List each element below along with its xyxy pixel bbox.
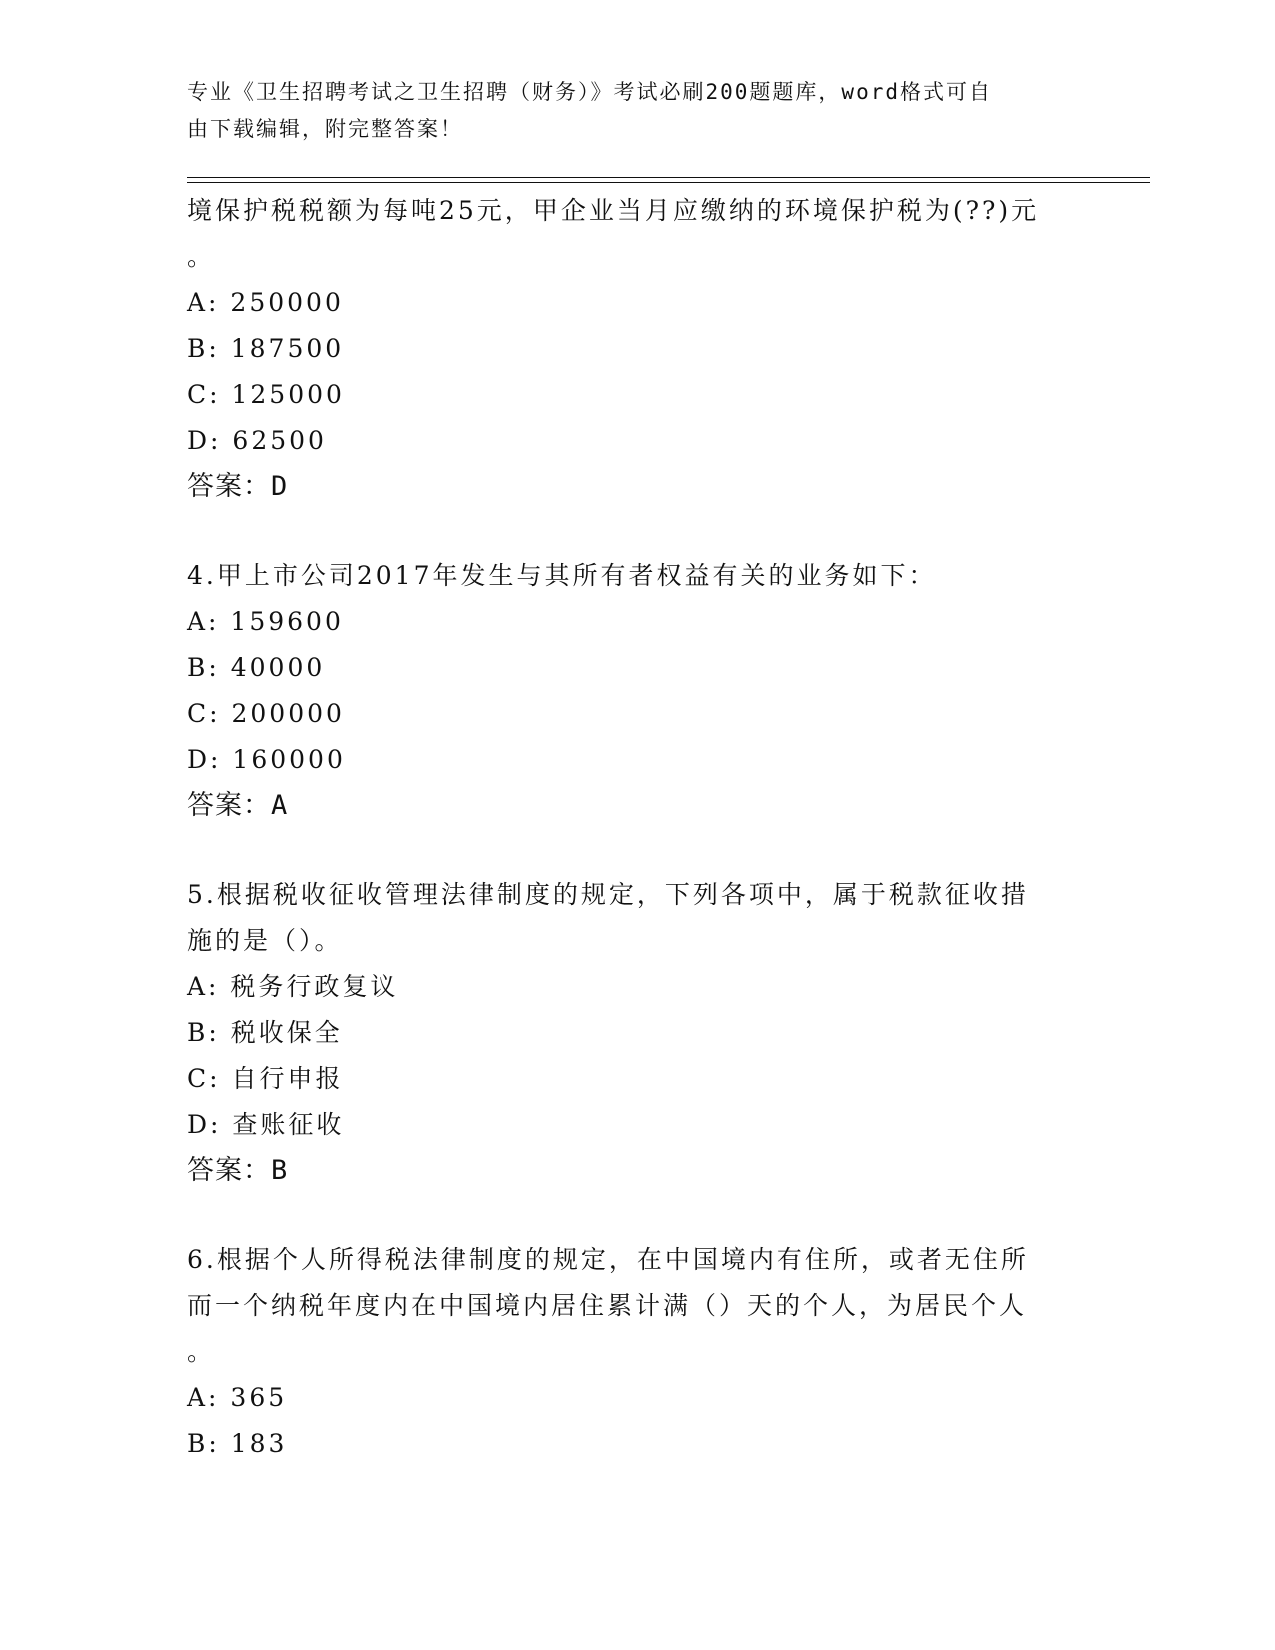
question-list bbox=[187, 188, 1087, 1467]
question-stem: 施的是（）。 bbox=[187, 926, 343, 955]
option-d: D: 62500 bbox=[187, 426, 327, 455]
question-spacer bbox=[187, 829, 1087, 872]
question-stem: 境保护税税额为每吨25元，甲企业当月应缴纳的环境保护税为(??)元 bbox=[187, 196, 1040, 225]
question-stem: 而一个纳税年度内在中国境内居住累计满（）天的个人，为居民个人 bbox=[187, 1291, 1028, 1320]
option-c: C: 125000 bbox=[187, 380, 345, 409]
option-b: B: 187500 bbox=[187, 334, 345, 363]
header-line-1: 专业《卫生招聘考试之卫生招聘（财务）》考试必刷200题题库，word格式可自 bbox=[187, 80, 992, 104]
question-6 bbox=[187, 1237, 1087, 1467]
question-spacer bbox=[187, 1194, 1087, 1237]
question-stem: 。 bbox=[187, 1337, 216, 1366]
option-a: A: 税务行政复议 bbox=[187, 972, 399, 1001]
option-c: C: 200000 bbox=[187, 699, 345, 728]
question-stem: 6.根据个人所得税法律制度的规定，在中国境内有住所，或者无住所 bbox=[187, 1245, 1029, 1274]
answer-line: 答案：A bbox=[187, 790, 289, 821]
option-a: A: 159600 bbox=[187, 607, 344, 636]
question-stem: 5.根据税收征收管理法律制度的规定，下列各项中，属于税款征收措 bbox=[187, 880, 1029, 909]
document-header bbox=[187, 74, 1067, 148]
header-line-2: 由下载编辑，附完整答案！ bbox=[187, 117, 463, 141]
question-5 bbox=[187, 872, 1087, 1194]
question-stem: 。 bbox=[187, 242, 216, 271]
answer-line: 答案：B bbox=[187, 1155, 289, 1186]
question-spacer bbox=[187, 510, 1087, 553]
option-b: B: 税收保全 bbox=[187, 1018, 343, 1047]
option-a: A: 365 bbox=[187, 1383, 288, 1412]
option-b: B: 40000 bbox=[187, 653, 326, 682]
option-d: D: 160000 bbox=[187, 745, 346, 774]
header-divider-top bbox=[187, 177, 1150, 178]
question-3 bbox=[187, 188, 1087, 510]
header-divider-bottom bbox=[187, 182, 1150, 183]
question-4 bbox=[187, 553, 1087, 829]
option-c: C: 自行申报 bbox=[187, 1064, 344, 1093]
question-stem: 4.甲上市公司2017年发生与其所有者权益有关的业务如下： bbox=[187, 561, 937, 590]
option-d: D: 查账征收 bbox=[187, 1110, 345, 1139]
option-b: B: 183 bbox=[187, 1429, 288, 1458]
answer-line: 答案：D bbox=[187, 471, 289, 502]
option-a: A: 250000 bbox=[187, 288, 344, 317]
